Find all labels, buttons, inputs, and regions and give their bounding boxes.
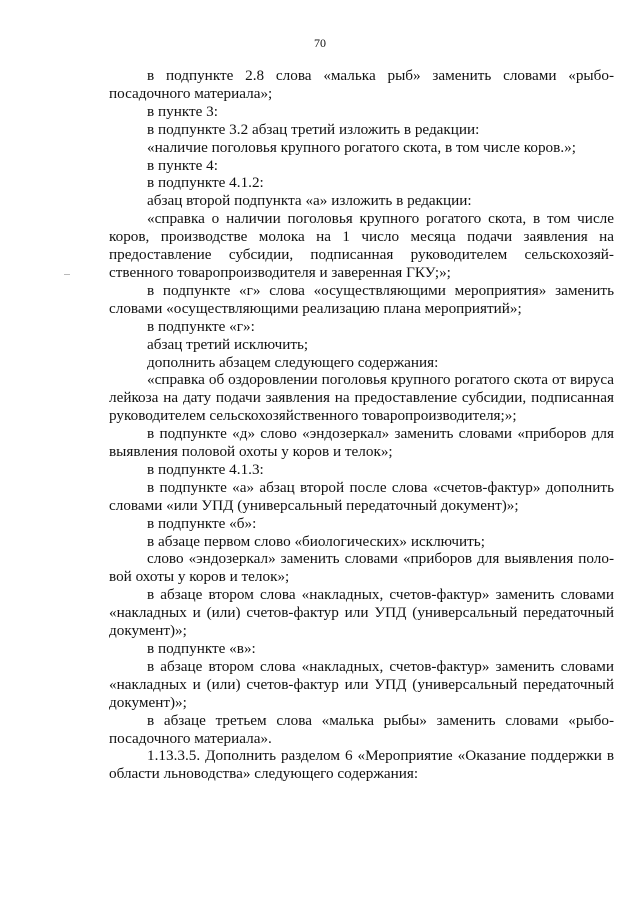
paragraph-19: слово «эндозеркал» заменить словами «приборов для выявления поло-вой охоты у коров и телок»; bbox=[109, 550, 614, 586]
paragraph-9: в подпункте «г» слова «осуществляющими мероприятия» заменить словами «осуществляющими реализацию плана мероприятий»; bbox=[109, 281, 614, 317]
paragraph-12: дополнить абзацем следующего содержания: bbox=[147, 353, 439, 371]
paragraph-15: в подпункте 4.1.3: bbox=[147, 460, 264, 478]
paragraph-23: в абзаце третьем слова «малька рыбы» заменить словами «рыбо-посадочного материала». bbox=[109, 711, 614, 747]
document-body bbox=[109, 67, 614, 783]
paragraph-21: в подпункте «в»: bbox=[147, 640, 256, 657]
paragraph-17: в подпункте «б»: bbox=[147, 514, 257, 532]
paragraph-20: в абзаце втором слова «накладных, счетов-фактур» заменить словами «накладных и (или) счетов-фактур или УПД (универсальный передаточный документ)»; bbox=[109, 586, 614, 640]
paragraph-3: в подпункте 3.2 абзац третий изложить в редакции: bbox=[147, 120, 480, 138]
page-number: 70 bbox=[314, 36, 326, 50]
paragraph-24: 1.13.3.5. Дополнить разделом 6 «Мероприятие «Оказание поддержки в области льноводства» следующего содержания: bbox=[109, 747, 614, 783]
paragraph-8: «справка о наличии поголовья крупного рогатого скота, в том числе коров, производстве молока на 1 число месяца подачи заявления на предоставление субсидии, подписанная руководителем сельскохозяй-ственного товаропроизводителя и заверенная ГКУ;»; bbox=[109, 210, 614, 281]
paragraph-22: в абзаце втором слова «накладных, счетов-фактур» заменить словами «накладных и (или) счетов-фактур или УПД (универсальный передаточный документ)»; bbox=[109, 657, 614, 711]
paragraph-14: в подпункте «д» слово «эндозеркал» заменить словами «приборов для выявления половой охоты у коров и телок»; bbox=[109, 425, 614, 461]
paragraph-6: в подпункте 4.1.2: bbox=[147, 174, 264, 192]
paragraph-11: абзац третий исключить; bbox=[147, 335, 309, 353]
paragraph-10: в подпункте «г»: bbox=[147, 317, 255, 335]
paragraph-4: «наличие поголовья крупного рогатого скота, в том числе коров.»; bbox=[147, 138, 576, 156]
paragraph-2: в пункте 3: bbox=[147, 102, 218, 120]
paragraph-16: в подпункте «а» абзац второй после слова «счетов-фактур» дополнить словами «или УПД (универсальный передаточный документ)»; bbox=[109, 478, 614, 514]
margin-mark bbox=[64, 274, 70, 275]
paragraph-7: абзац второй подпункта «а» изложить в редакции: bbox=[147, 192, 472, 210]
paragraph-5: в пункте 4: bbox=[147, 156, 218, 174]
paragraph-1: в подпункте 2.8 слова «малька рыб» заменить словами «рыбо-посадочного материала»; bbox=[109, 67, 614, 102]
paragraph-13: «справка об оздоровлении поголовья крупного рогатого скота от вируса лейкоза на дату подачи заявления на предоставление субсидии, подписанная руководителем сельскохозяйственного товаропроизводителя;»; bbox=[109, 371, 614, 425]
paragraph-18: в абзаце первом слово «биологических» исключить; bbox=[147, 532, 485, 550]
